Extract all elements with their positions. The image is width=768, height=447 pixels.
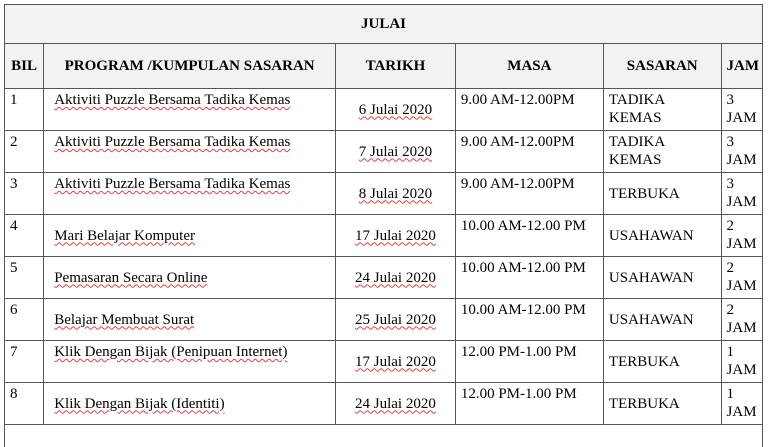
cell-program — [44, 341, 336, 383]
table-row — [5, 89, 763, 131]
header-program: PROGRAM /KUMPULAN SASARAN — [44, 44, 336, 89]
program-text: Aktiviti Puzzle Bersama Tadika Kemas — [54, 134, 290, 150]
cell-sasaran: TERBUKA — [603, 173, 721, 215]
date-text: 8 Julai 2020 — [359, 186, 432, 202]
cell-jam: 2 JAM — [721, 299, 762, 341]
cell-sasaran: TADIKA KEMAS — [603, 131, 721, 173]
cell-jam: 3 JAM — [721, 131, 762, 173]
cell-program — [44, 257, 336, 299]
cell-program — [44, 89, 336, 131]
cell-tarikh — [336, 299, 456, 341]
header-jam: JAM — [721, 44, 762, 89]
cell-sasaran: USAHAWAN — [603, 215, 721, 257]
cell-tarikh — [336, 173, 456, 215]
cell-jam: 3 JAM — [721, 89, 762, 131]
cell-bil: 8 — [5, 383, 44, 425]
header-tarikh: TARIKH — [336, 44, 456, 89]
program-text: Aktiviti Puzzle Bersama Tadika Kemas — [54, 92, 290, 108]
program-text: Klik Dengan Bijak (Identiti) — [54, 396, 224, 412]
header-sasaran: SASARAN — [603, 44, 721, 89]
date-text: 24 Julai 2020 — [355, 396, 436, 412]
cell-bil: 4 — [5, 215, 44, 257]
date-text: 7 Julai 2020 — [359, 144, 432, 160]
cell-masa: 12.00 PM-1.00 PM — [455, 341, 603, 383]
table-row — [5, 257, 763, 299]
cell-bil: 5 — [5, 257, 44, 299]
program-text: Mari Belajar Komputer — [54, 228, 195, 244]
cell-masa: 10.00 AM-12.00 PM — [455, 257, 603, 299]
table-row — [5, 383, 763, 425]
cell-bil: 6 — [5, 299, 44, 341]
header-row — [5, 44, 763, 89]
cell-masa: 12.00 PM-1.00 PM — [455, 383, 603, 425]
cell-masa: 9.00 AM-12.00PM — [455, 131, 603, 173]
schedule-table — [4, 4, 763, 447]
cell-bil: 2 — [5, 131, 44, 173]
cell-program — [44, 131, 336, 173]
date-text: 25 Julai 2020 — [355, 312, 436, 328]
table-tail-row — [5, 425, 763, 447]
cell-program — [44, 299, 336, 341]
cell-masa: 9.00 AM-12.00PM — [455, 173, 603, 215]
program-text: Klik Dengan Bijak (Penipuan Internet) — [54, 344, 287, 360]
header-masa: MASA — [455, 44, 603, 89]
cell-jam: 2 JAM — [721, 215, 762, 257]
table-row — [5, 215, 763, 257]
cell-tarikh — [336, 131, 456, 173]
schedule-document — [4, 4, 763, 447]
date-text: 17 Julai 2020 — [355, 354, 436, 370]
program-text: Pemasaran Secara Online — [54, 270, 207, 286]
cell-program — [44, 215, 336, 257]
program-text: Aktiviti Puzzle Bersama Tadika Kemas — [54, 176, 290, 192]
table-row — [5, 299, 763, 341]
cell-tarikh — [336, 257, 456, 299]
cell-program — [44, 383, 336, 425]
month-title: JULAI — [5, 5, 763, 44]
date-text: 17 Julai 2020 — [355, 228, 436, 244]
cell-masa: 9.00 AM-12.00PM — [455, 89, 603, 131]
cell-bil: 1 — [5, 89, 44, 131]
cell-tarikh — [336, 215, 456, 257]
cell-sasaran: TERBUKA — [603, 341, 721, 383]
table-row — [5, 341, 763, 383]
cell-jam: 3 JAM — [721, 173, 762, 215]
cell-sasaran: USAHAWAN — [603, 257, 721, 299]
cell-sasaran: TERBUKA — [603, 383, 721, 425]
date-text: 24 Julai 2020 — [355, 270, 436, 286]
cell-tarikh — [336, 341, 456, 383]
tail-cell — [5, 425, 763, 447]
cell-jam: 1 JAM — [721, 341, 762, 383]
cell-sasaran: TADIKA KEMAS — [603, 89, 721, 131]
table-row — [5, 173, 763, 215]
cell-jam: 1 JAM — [721, 383, 762, 425]
cell-masa: 10.00 AM-12.00 PM — [455, 215, 603, 257]
cell-jam: 2 JAM — [721, 257, 762, 299]
month-row — [5, 5, 763, 44]
cell-bil: 7 — [5, 341, 44, 383]
cell-tarikh — [336, 89, 456, 131]
header-bil: BIL — [5, 44, 44, 89]
table-row — [5, 131, 763, 173]
cell-sasaran: USAHAWAN — [603, 299, 721, 341]
date-text: 6 Julai 2020 — [359, 102, 432, 118]
cell-tarikh — [336, 383, 456, 425]
cell-bil: 3 — [5, 173, 44, 215]
cell-masa: 10.00 AM-12.00 PM — [455, 299, 603, 341]
cell-program — [44, 173, 336, 215]
program-text: Belajar Membuat Surat — [54, 312, 194, 328]
